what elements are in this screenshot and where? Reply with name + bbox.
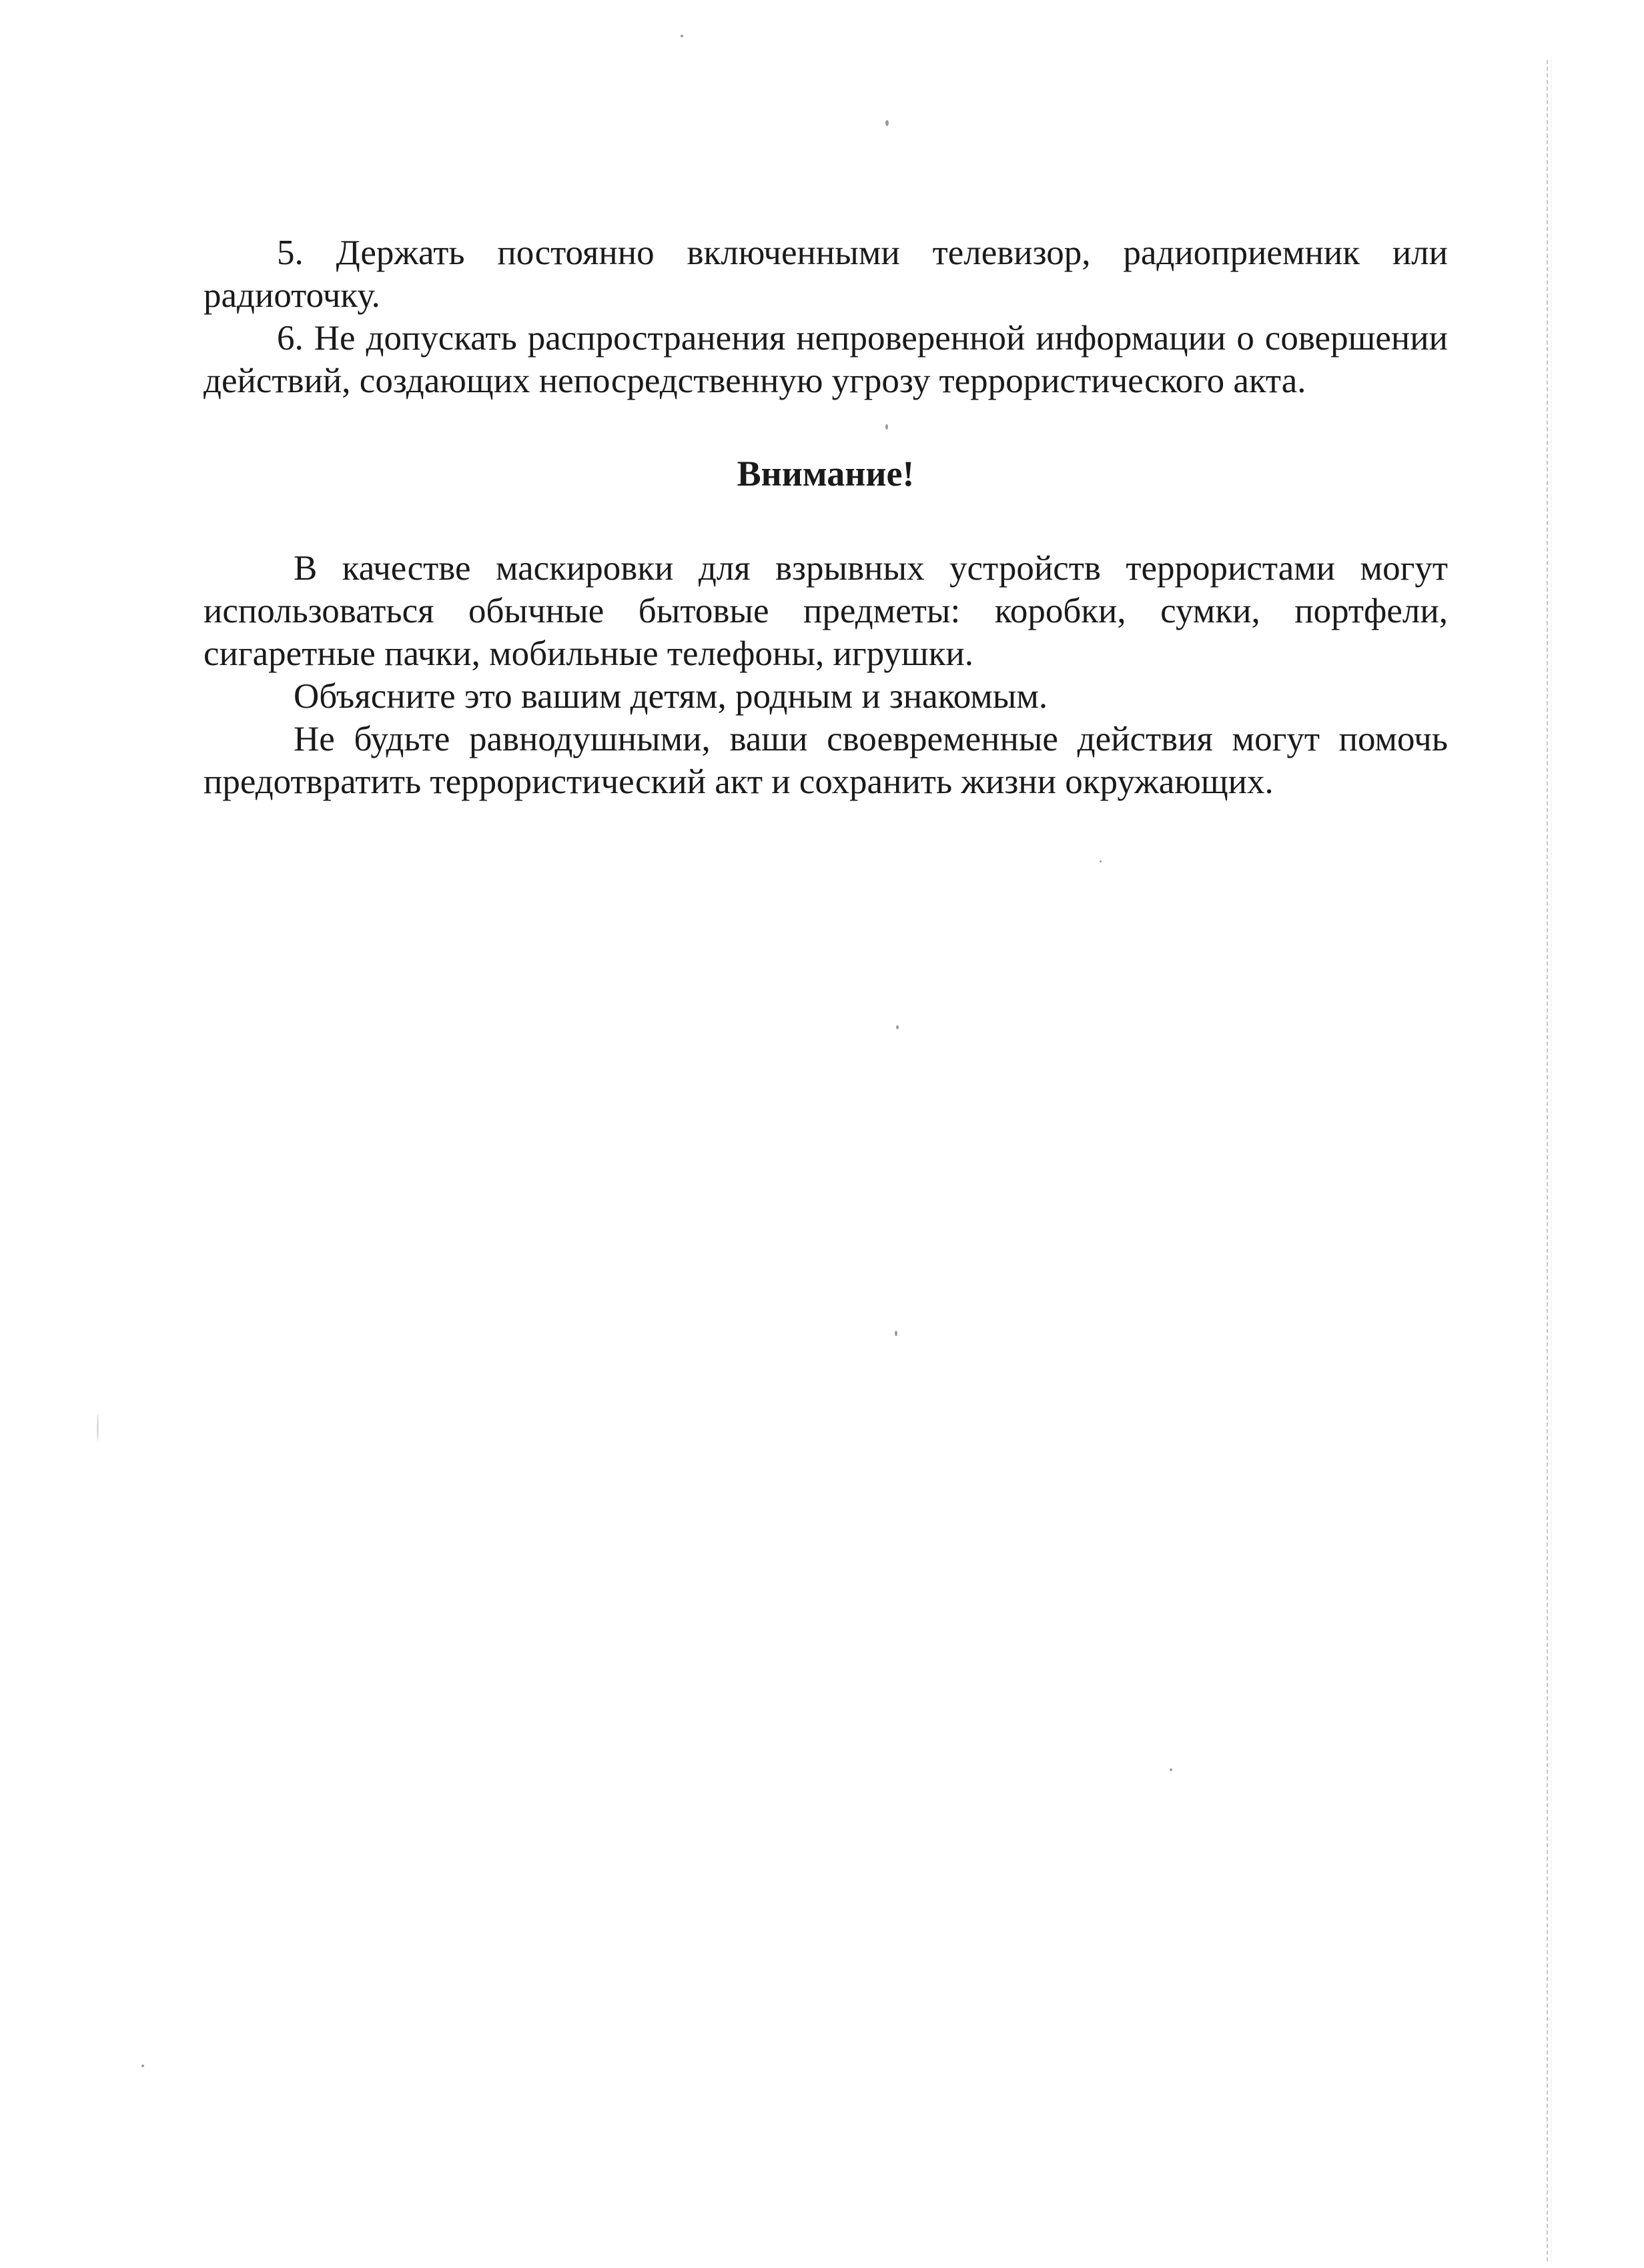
attention-heading: Внимание!	[737, 454, 915, 494]
scan-edge-line	[1547, 60, 1551, 2261]
scan-speck	[896, 1025, 899, 1029]
scan-speck	[141, 2065, 144, 2067]
paragraph: Объясните это вашим детям, родным и знакомым.	[294, 677, 1048, 716]
scan-speck	[895, 1331, 897, 1336]
paragraph: Не будьте равнодушными, ваши своевременные действия могут помочь предотвратить террористический акт и сохранить жизни окружающих.	[203, 720, 1448, 801]
scan-speck	[97, 1414, 99, 1441]
paragraph: В качестве маскировки для взрывных устройств террористами могут использоваться обычные бытовые предметы: коробки, сумки, портфели, сигаретные пачки, мобильные телефоны, игрушки.	[203, 549, 1448, 673]
scan-speck	[681, 35, 683, 37]
list-item: 5. Держать постоянно включенными телевизор, радиоприемник или радиоточку.	[203, 233, 1448, 315]
scan-speck	[885, 120, 889, 126]
list-item: 6. Не допускать распространения непроверенной информации о совершении действий, создающих непосредственную угрозу террористического акта.	[203, 319, 1448, 400]
numbered-items	[203, 231, 1448, 402]
scan-speck	[1170, 1768, 1172, 1771]
scan-speck	[1100, 861, 1102, 863]
attention-paragraphs	[203, 547, 1448, 803]
scan-speck	[885, 424, 888, 430]
